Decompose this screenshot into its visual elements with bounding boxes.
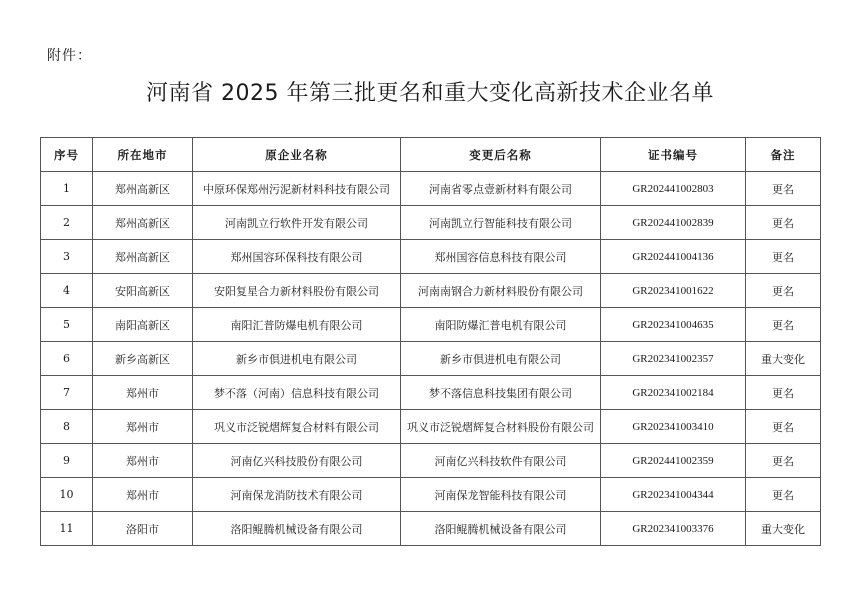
cell-certificate-number: GR202341004344 xyxy=(601,478,746,512)
cell-new-name: 河南亿兴科技软件有限公司 xyxy=(401,444,601,478)
cell-new-name: 梦不落信息科技集团有限公司 xyxy=(401,376,601,410)
header-original-name: 原企业名称 xyxy=(193,138,401,172)
cell-serial-number: 10 xyxy=(41,478,93,512)
cell-remarks: 更名 xyxy=(746,410,821,444)
table-row xyxy=(41,240,821,274)
cell-city: 南阳高新区 xyxy=(93,308,193,342)
table-row xyxy=(41,478,821,512)
cell-new-name: 河南省零点壹新材料有限公司 xyxy=(401,172,601,206)
table-row xyxy=(41,308,821,342)
company-list-table xyxy=(40,137,821,546)
cell-certificate-number: GR202441002839 xyxy=(601,206,746,240)
cell-original-name: 洛阳鲲腾机械设备有限公司 xyxy=(193,512,401,546)
cell-serial-number: 3 xyxy=(41,240,93,274)
cell-original-name: 新乡市倶进机电有限公司 xyxy=(193,342,401,376)
cell-certificate-number: GR202341003376 xyxy=(601,512,746,546)
cell-serial-number: 7 xyxy=(41,376,93,410)
cell-new-name: 河南保龙智能科技有限公司 xyxy=(401,478,601,512)
cell-remarks: 更名 xyxy=(746,240,821,274)
cell-new-name: 新乡市倶进机电有限公司 xyxy=(401,342,601,376)
cell-remarks: 重大变化 xyxy=(746,342,821,376)
cell-city: 郑州高新区 xyxy=(93,172,193,206)
cell-original-name: 南阳汇普防爆电机有限公司 xyxy=(193,308,401,342)
table-row xyxy=(41,376,821,410)
cell-city: 安阳高新区 xyxy=(93,274,193,308)
cell-remarks: 更名 xyxy=(746,478,821,512)
cell-new-name: 河南南钢合力新材料股份有限公司 xyxy=(401,274,601,308)
cell-remarks: 更名 xyxy=(746,308,821,342)
cell-remarks: 更名 xyxy=(746,274,821,308)
cell-city: 郑州高新区 xyxy=(93,206,193,240)
cell-remarks: 更名 xyxy=(746,172,821,206)
cell-new-name: 洛阳鲲腾机械设备有限公司 xyxy=(401,512,601,546)
table-row xyxy=(41,444,821,478)
table-header-row xyxy=(41,138,821,172)
cell-new-name: 南阳防爆汇普电机有限公司 xyxy=(401,308,601,342)
cell-city: 洛阳市 xyxy=(93,512,193,546)
cell-serial-number: 9 xyxy=(41,444,93,478)
cell-city: 郑州市 xyxy=(93,376,193,410)
cell-certificate-number: GR202341002184 xyxy=(601,376,746,410)
cell-serial-number: 2 xyxy=(41,206,93,240)
header-serial-number: 序号 xyxy=(41,138,93,172)
cell-serial-number: 4 xyxy=(41,274,93,308)
cell-certificate-number: GR202441002803 xyxy=(601,172,746,206)
header-remarks: 备注 xyxy=(746,138,821,172)
cell-new-name: 巩义市泛锐熠辉复合材料股份有限公司 xyxy=(401,410,601,444)
header-city: 所在地市 xyxy=(93,138,193,172)
cell-remarks: 重大变化 xyxy=(746,512,821,546)
cell-serial-number: 8 xyxy=(41,410,93,444)
table-row xyxy=(41,206,821,240)
header-new-name: 变更后名称 xyxy=(401,138,601,172)
cell-original-name: 河南凯立行软件开发有限公司 xyxy=(193,206,401,240)
attachment-label: 附件： xyxy=(47,48,92,64)
table-row xyxy=(41,512,821,546)
cell-new-name: 郑州国容信息科技有限公司 xyxy=(401,240,601,274)
cell-remarks: 更名 xyxy=(746,206,821,240)
document-title: 河南省 2025 年第三批更名和重大变化高新技术企业名单 xyxy=(146,81,714,106)
cell-original-name: 梦不落（河南）信息科技有限公司 xyxy=(193,376,401,410)
cell-original-name: 安阳复星合力新材料股份有限公司 xyxy=(193,274,401,308)
cell-original-name: 河南亿兴科技股份有限公司 xyxy=(193,444,401,478)
cell-city: 新乡高新区 xyxy=(93,342,193,376)
cell-serial-number: 1 xyxy=(41,172,93,206)
cell-city: 郑州市 xyxy=(93,410,193,444)
cell-original-name: 郑州国容环保科技有限公司 xyxy=(193,240,401,274)
table-row xyxy=(41,274,821,308)
cell-serial-number: 5 xyxy=(41,308,93,342)
cell-serial-number: 6 xyxy=(41,342,93,376)
cell-remarks: 更名 xyxy=(746,444,821,478)
cell-certificate-number: GR202441002359 xyxy=(601,444,746,478)
cell-original-name: 巩义市泛锐熠辉复合材料有限公司 xyxy=(193,410,401,444)
cell-original-name: 中原环保郑州污泥新材料科技有限公司 xyxy=(193,172,401,206)
cell-certificate-number: GR202341002357 xyxy=(601,342,746,376)
cell-city: 郑州市 xyxy=(93,478,193,512)
cell-city: 郑州市 xyxy=(93,444,193,478)
cell-serial-number: 11 xyxy=(41,512,93,546)
cell-remarks: 更名 xyxy=(746,376,821,410)
table-row xyxy=(41,342,821,376)
cell-certificate-number: GR202441004136 xyxy=(601,240,746,274)
cell-new-name: 河南凯立行智能科技有限公司 xyxy=(401,206,601,240)
table-row xyxy=(41,410,821,444)
table-row xyxy=(41,172,821,206)
cell-certificate-number: GR202341003410 xyxy=(601,410,746,444)
cell-original-name: 河南保龙消防技术有限公司 xyxy=(193,478,401,512)
header-certificate-number: 证书编号 xyxy=(601,138,746,172)
cell-certificate-number: GR202341004635 xyxy=(601,308,746,342)
cell-certificate-number: GR202341001622 xyxy=(601,274,746,308)
cell-city: 郑州高新区 xyxy=(93,240,193,274)
